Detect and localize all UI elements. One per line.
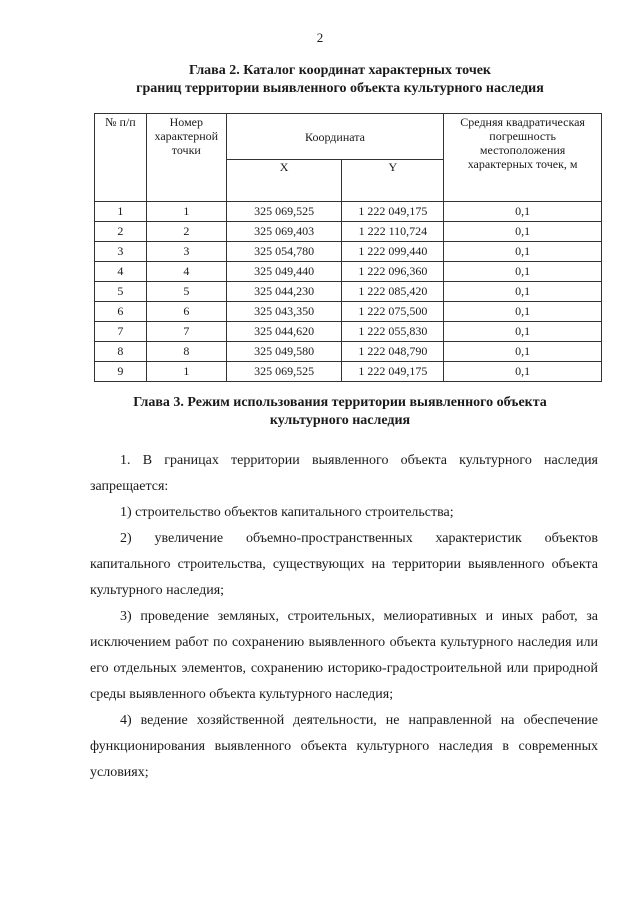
cell-error: 0,1 — [444, 202, 602, 222]
chapter-2-title-line-2: границ территории выявленного объекта культурного наследия — [136, 81, 544, 96]
table-row — [95, 342, 602, 362]
cell-point-number: 1 — [146, 362, 226, 382]
chapter-3-title-line-2: культурного наследия — [269, 413, 411, 428]
table-row — [95, 362, 602, 382]
header-x: X — [226, 160, 342, 202]
cell-point-number: 1 — [146, 202, 226, 222]
cell-x: 325 043,350 — [226, 302, 342, 322]
chapter-2-title-line-1: Глава 2. Каталог координат характерных точек — [189, 63, 491, 78]
cell-error: 0,1 — [444, 362, 602, 382]
cell-error: 0,1 — [444, 262, 602, 282]
cell-y: 1 222 075,500 — [342, 302, 444, 322]
cell-row-number: 6 — [95, 302, 147, 322]
cell-point-number: 3 — [146, 242, 226, 262]
header-mean-square-error: Средняя квадратическая погрешность местоположения характерных точек, м — [444, 114, 602, 202]
cell-error: 0,1 — [444, 342, 602, 362]
paragraph-item-4: 4) ведение хозяйственной деятельности, не направленной на обеспечение функционирования выявленного объекта культурного наследия в современных условиях; — [90, 713, 598, 780]
cell-y: 1 222 110,724 — [342, 222, 444, 242]
chapter-3-body — [90, 448, 598, 786]
cell-x: 325 069,525 — [226, 362, 342, 382]
table-row — [95, 262, 602, 282]
cell-y: 1 222 055,830 — [342, 322, 444, 342]
cell-point-number: 7 — [146, 322, 226, 342]
paragraph-item-3: 3) проведение земляных, строительных, мелиоративных и иных работ, за исключением работ по сохранению выявленного объекта культурного наследия или его отдельных элементов, сохранению историко-градостроительной или природной среды выявленного объекта культурного наследия; — [90, 609, 598, 702]
cell-error: 0,1 — [444, 282, 602, 302]
header-point-number: Номер характерной точки — [146, 114, 226, 202]
table-row — [95, 202, 602, 222]
cell-x: 325 049,580 — [226, 342, 342, 362]
cell-point-number: 2 — [146, 222, 226, 242]
cell-row-number: 2 — [95, 222, 147, 242]
cell-point-number: 6 — [146, 302, 226, 322]
cell-y: 1 222 049,175 — [342, 362, 444, 382]
cell-row-number: 4 — [95, 262, 147, 282]
table-row — [95, 222, 602, 242]
cell-error: 0,1 — [444, 222, 602, 242]
cell-error: 0,1 — [444, 302, 602, 322]
paragraph-item-2: 2) увеличение объемно-пространственных характеристик объектов капитального строительства, существующих на территории выявленного объекта культурного наследия; — [90, 531, 598, 598]
table-row — [95, 322, 602, 342]
paragraph-prohibitions-intro: 1. В границах территории выявленного объекта культурного наследия запрещается: — [90, 453, 598, 494]
cell-error: 0,1 — [444, 242, 602, 262]
table-row — [95, 282, 602, 302]
cell-y: 1 222 085,420 — [342, 282, 444, 302]
cell-error: 0,1 — [444, 322, 602, 342]
chapter-3-title-line-1: Глава 3. Режим использования территории выявленного объекта — [133, 395, 547, 410]
cell-x: 325 049,440 — [226, 262, 342, 282]
table-row — [95, 302, 602, 322]
table-row — [95, 242, 602, 262]
cell-row-number: 9 — [95, 362, 147, 382]
cell-row-number: 8 — [95, 342, 147, 362]
cell-x: 325 069,525 — [226, 202, 342, 222]
page-number: 2 — [316, 30, 324, 45]
header-y: Y — [342, 160, 444, 202]
header-coordinate: Координата — [226, 114, 443, 160]
cell-y: 1 222 096,360 — [342, 262, 444, 282]
cell-point-number: 8 — [146, 342, 226, 362]
coordinates-table — [94, 113, 602, 382]
chapter-2-heading — [60, 62, 620, 98]
cell-y: 1 222 049,175 — [342, 202, 444, 222]
cell-y: 1 222 048,790 — [342, 342, 444, 362]
cell-row-number: 3 — [95, 242, 147, 262]
cell-x: 325 044,620 — [226, 322, 342, 342]
cell-row-number: 7 — [95, 322, 147, 342]
chapter-3-heading — [60, 394, 620, 430]
cell-point-number: 4 — [146, 262, 226, 282]
cell-row-number: 5 — [95, 282, 147, 302]
cell-x: 325 044,230 — [226, 282, 342, 302]
cell-x: 325 054,780 — [226, 242, 342, 262]
header-row-number: № п/п — [95, 114, 147, 202]
cell-row-number: 1 — [95, 202, 147, 222]
cell-y: 1 222 099,440 — [342, 242, 444, 262]
cell-x: 325 069,403 — [226, 222, 342, 242]
paragraph-item-1: 1) строительство объектов капитального строительства; — [120, 505, 454, 520]
cell-point-number: 5 — [146, 282, 226, 302]
